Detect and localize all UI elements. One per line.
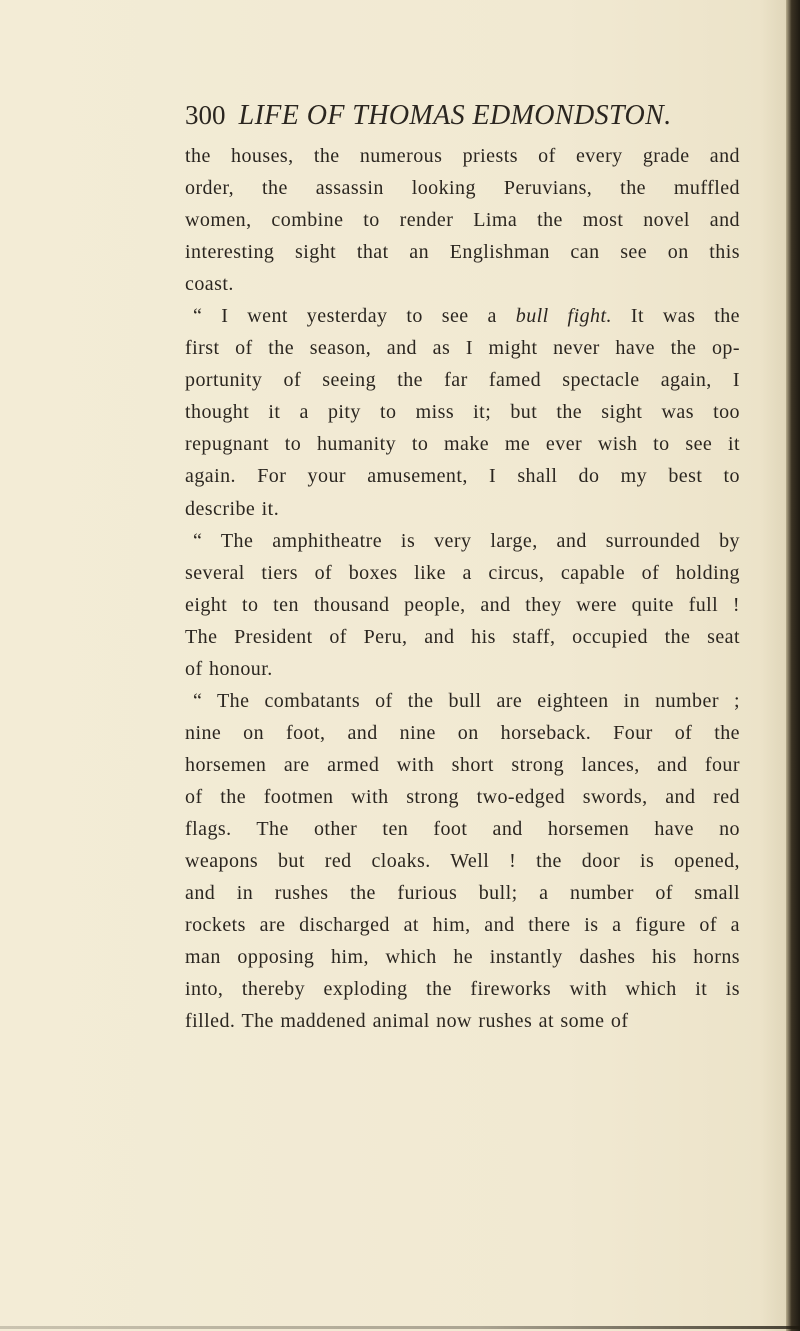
text-line: “ The combatants of the bull are eighteen in number ;: [193, 689, 740, 712]
text-line: man opposing him, which he instantly dashes his horns: [185, 946, 740, 969]
text-line: weapons but red cloaks. Well ! the door is opened,: [185, 850, 740, 873]
text-line: coast.: [185, 273, 234, 296]
text-line: The President of Peru, and his staff, occupied the seat: [185, 625, 740, 648]
text-line: “ The amphitheatre is very large, and surrounded by: [193, 529, 740, 552]
page-number: 300: [185, 100, 226, 130]
text-line: women, combine to render Lima the most novel and: [185, 209, 740, 232]
text-segment: “ I went yesterday to see a: [193, 305, 516, 328]
text-line: several tiers of boxes like a circus, capable of holding: [185, 561, 740, 584]
text-line: filled. The maddened animal now rushes at some of: [185, 1010, 629, 1033]
text-line: first of the season, and as I might never have the op-: [185, 337, 740, 360]
text-line: of the footmen with strong two-edged swords, and red: [185, 785, 740, 808]
text-line: nine on foot, and nine on horseback. Four of the: [185, 721, 740, 744]
text-line: [185, 300, 740, 332]
text-line: thought it a pity to miss it; but the sight was too: [185, 401, 740, 424]
page-header: [185, 100, 745, 140]
text-line: horsemen are armed with short strong lances, and four: [185, 753, 740, 776]
text-line: order, the assassin looking Peruvians, the muffled: [185, 177, 740, 200]
running-head: LIFE OF THOMAS EDMONDSTON.: [238, 100, 672, 131]
text-line: the houses, the numerous priests of every grade and: [185, 145, 740, 167]
page-bottom-edge: [0, 1326, 800, 1329]
text-segment: It was the: [611, 305, 740, 328]
text-line: rockets are discharged at him, and there is a figure of a: [185, 914, 740, 937]
text-line: interesting sight that an Englishman can see on this: [185, 241, 740, 264]
body-text: [185, 140, 740, 1037]
text-line: portunity of seeing the far famed spectacle again, I: [185, 369, 740, 392]
text-line: flags. The other ten foot and horsemen have no: [185, 817, 740, 840]
text-line: repugnant to humanity to make me ever wish to see it: [185, 433, 740, 456]
text-line: again. For your amusement, I shall do my best to: [185, 465, 740, 488]
italic-phrase: bull fight.: [515, 305, 612, 328]
text-line: eight to ten thousand people, and they were quite full !: [185, 593, 740, 616]
text-line: describe it.: [185, 497, 280, 520]
page-binding-edge: [786, 0, 800, 1331]
text-line: and in rushes the furious bull; a number of small: [185, 882, 740, 905]
text-line: into, thereby exploding the fireworks with which it is: [185, 978, 740, 1001]
text-line: of honour.: [185, 657, 273, 680]
